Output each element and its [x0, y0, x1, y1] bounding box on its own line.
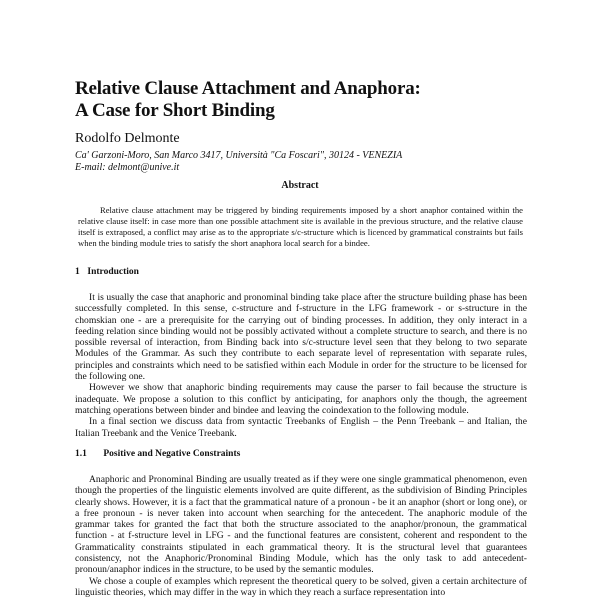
- section-1-body: [75, 292, 527, 439]
- paragraph: It is usually the case that anaphoric and pronominal binding take place after the structure building phase has been successfully completed. In this sense, c-structure and f-structure in the LFG framework - or s-structure in the chomskian one - are a prerequisite for the carrying out of binding processes. In addition, they only interact in a feeding relation since binding would not be possibly activated without a complete structure to search, and there is no possible reversal of interaction, from Binding back into s/c-structure level seen that they belong to two separate Modules of the Grammar. As such they contribute to each separate level of representation with separate rules, principles and constraints which need to be satisfied within each Module in order for the structure to be licensed for the following one.: [75, 292, 527, 383]
- title-line-2: A Case for Short Binding: [75, 100, 275, 121]
- affiliation: Ca' Garzoni-Moro, San Marco 3417, Università "Ca Foscari", 30124 - VENEZIA: [75, 150, 403, 161]
- paragraph: We chose a couple of examples which represent the theoretical query to be solved, given a certain architecture of linguistic theories, which may differ in the way in which they reach a surface representation into: [75, 575, 527, 598]
- section-1-1-number: 1.1: [75, 449, 87, 459]
- section-1-1-heading: [75, 448, 240, 460]
- paragraph: However we show that anaphoric binding requirements may cause the parser to fail because the structure is inadequate. We propose a solution to this conflict by anticipating, for anaphors only the though, the agreement matching operations between binder and bindee and leaving the coindexation to the following module.: [75, 382, 527, 416]
- abstract-text: Relative clause attachment may be triggered by binding requirements imposed by a short anaphor contained within the relative clause itself: in case more than one possible attachment site is available in the previous structure, and the relative clause itself is extraposed, a conflict may arise as to the appropriate s/c-structure which is licenced by grammatical constraints but fails when the binding module tries to satisfy the short anaphora local search for a bindee.: [78, 205, 523, 248]
- title-line-1: Relative Clause Attachment and Anaphora:: [75, 78, 421, 99]
- section-1-1-body: [75, 474, 527, 598]
- abstract-heading: Abstract: [281, 180, 319, 191]
- paragraph: In a final section we discuss data from syntactic Treebanks of English – the Penn Treebank – and Italian, the Italian Treebank and the Venice Treebank.: [75, 416, 527, 439]
- section-1-1-title: Positive and Negative Constraints: [103, 449, 241, 459]
- author-name: Rodolfo Delmonte: [75, 131, 180, 146]
- section-1-heading: [75, 266, 139, 278]
- paper-title: [75, 78, 545, 122]
- author-affiliation-block: [75, 150, 402, 174]
- paragraph: Anaphoric and Pronominal Binding are usually treated as if they were one single grammatical phenomenon, even though the properties of the linguistic elements involved are quite different, as the subdivision of Binding Principles clearly shows. However, it is a fact that the grammatical nature of a pronoun - be it an anaphor (short or long one), or a free pronoun - is never taken into account when searching for the antecedent. The anaphoric module of the grammar takes for granted the fact that both the structure associated to the anaphor/pronoun, the grammatical function - at f-structure level in LFG - and the functional features are consistent, coherent and respondent to the Grammaticality constraints stipulated in each grammatical theory. It is the structural level that guarantees consistency, not the Anaphoric/Pronominal Binding Module, which has the only task to add antecedent-pronoun/anaphor indices in the structure, to be used by the semantic modules.: [75, 474, 527, 576]
- email: E-mail: delmont@unive.it: [75, 162, 180, 173]
- section-1-number: 1: [75, 267, 80, 277]
- section-1-title: Introduction: [87, 267, 139, 277]
